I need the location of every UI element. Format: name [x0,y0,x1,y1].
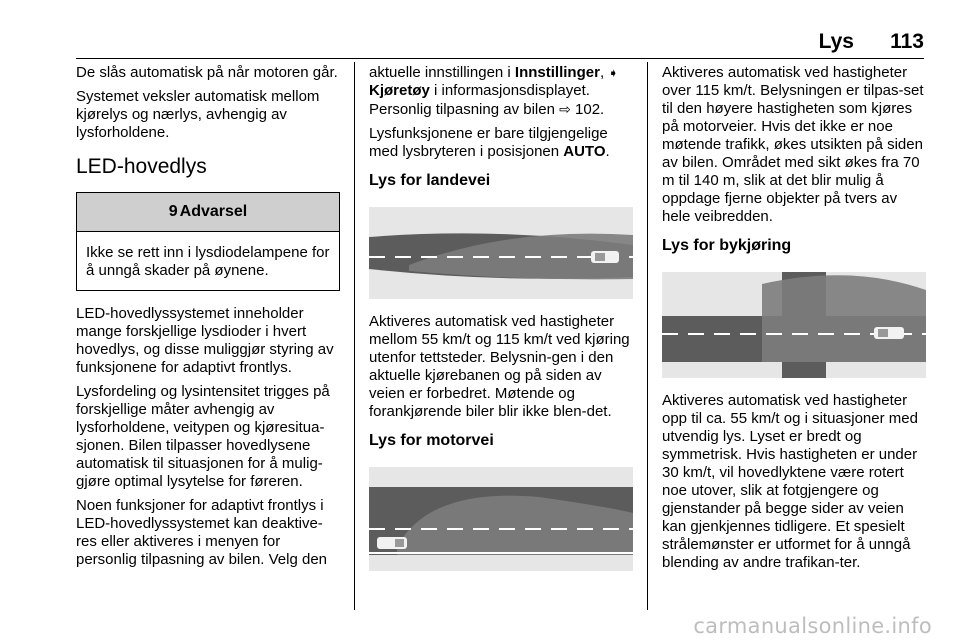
warning-text: Ikke se rett inn i lysdiodelampene for å unngå skader på øynene. [86,244,330,279]
watermark: carmanualsonline.info [693,614,932,638]
paragraph: Aktiveres automatisk ved hastigheter opp til ca. 55 km/t og i situasjoner med utvendig lys. Lyset er bredt og symmetrisk. Hvis hastigheten er under 30 km/t, vil hovedlyktene være rotert noe utover, slik at fotgjengere og gjenstander på begge sider av veien kan gjenkjennes tidligere. Et spesielt strålemønster er utformet for å unngå blending av andre trafikan-ter. [662,392,918,571]
paragraph: De slås automatisk på når motoren går. [76,64,338,81]
column-divider-2 [647,62,648,610]
column-right [662,64,926,578]
page-reference-icon: ⇨ [559,101,571,117]
paragraph: Lysfunksjonene er bare tilgjengelige med lysbryteren i posisjonen AUTO. [369,125,610,160]
country-road-illustration [369,207,633,299]
warning-box [76,192,340,291]
switch-position-auto: AUTO [563,143,606,160]
paragraph: Aktiveres automatisk ved hastigheter mellom 55 km/t og 115 km/t ved kjøring utenfor tettsteder. Belysnin-gen i den aktuelle kjørebanen og på siden av veien er forbedret. Møtende og forankjørende biler blir ikke blen-det. [369,313,630,420]
motorway-illustration [369,467,633,571]
warning-title: Advarsel [179,203,248,220]
column-divider-1 [354,62,355,610]
page-header [0,30,960,56]
paragraph: aktuelle innstillingen i Innstillinger, ➧ Kjøretøy i informasjonsdisplayet. Personlig tilpasning av bilen ⇨ 102. [369,64,619,118]
column-middle [369,64,633,585]
page-number: 113 [890,30,924,53]
section-heading-led: LED-hovedlys [76,155,207,178]
paragraph: Noen funksjoner for adaptivt frontlys i LED-hovedlyssystemet kan deaktive-res eller aktiveres i menyen for personlig tilpasning av bilen. Velg den [76,497,328,568]
column-left [76,64,340,575]
subheading-motorway: Lys for motorvei [369,432,494,449]
paragraph: Aktiveres automatisk ved hastigheter over 115 km/t. Belysningen er tilpas-set til den høyere hastigheten som kjøres på motorveier. Hvis det ikke er noe møtende trafikk, økes utsikten på siden av bilen. Området med sikt økes fra 70 m til 140 m, slik at det blir mulig å oppdage fjerne objekter på tvers av hele veibredden. [662,64,924,225]
paragraph: LED-hovedlyssystemet inneholder mange forskjellige lysdioder i hvert hovedlys, og disse muliggjør styring av funksjonene for adaptivt frontlys. [76,305,334,376]
town-lighting-illustration [662,272,926,378]
warning-triangle-icon: 9 [168,203,178,220]
menu-item-vehicle: Kjøretøy [369,82,430,99]
paragraph: Systemet veksler automatisk mellom kjørelys og nærlys, avhengig av lysforholdene. [76,88,320,141]
paragraph: Lysfordeling og lysintensitet trigges på forskjellige måter avhengig av lysforholdene, veitypen og kjøresitua-sjonen. Bilen tilpasser hovedlysene automatisk til situasjonen for å mulig-gjøre optimal lysytelse for føreren. [76,383,330,490]
subheading-country-road: Lys for landevei [369,172,491,189]
subheading-town: Lys for bykjøring [662,237,792,254]
header-title: Lys [818,30,854,53]
menu-arrow-icon: ➧ [608,66,619,80]
header-rule [76,58,924,59]
menu-item-settings: Innstillinger [514,64,600,81]
warning-header [77,193,339,232]
